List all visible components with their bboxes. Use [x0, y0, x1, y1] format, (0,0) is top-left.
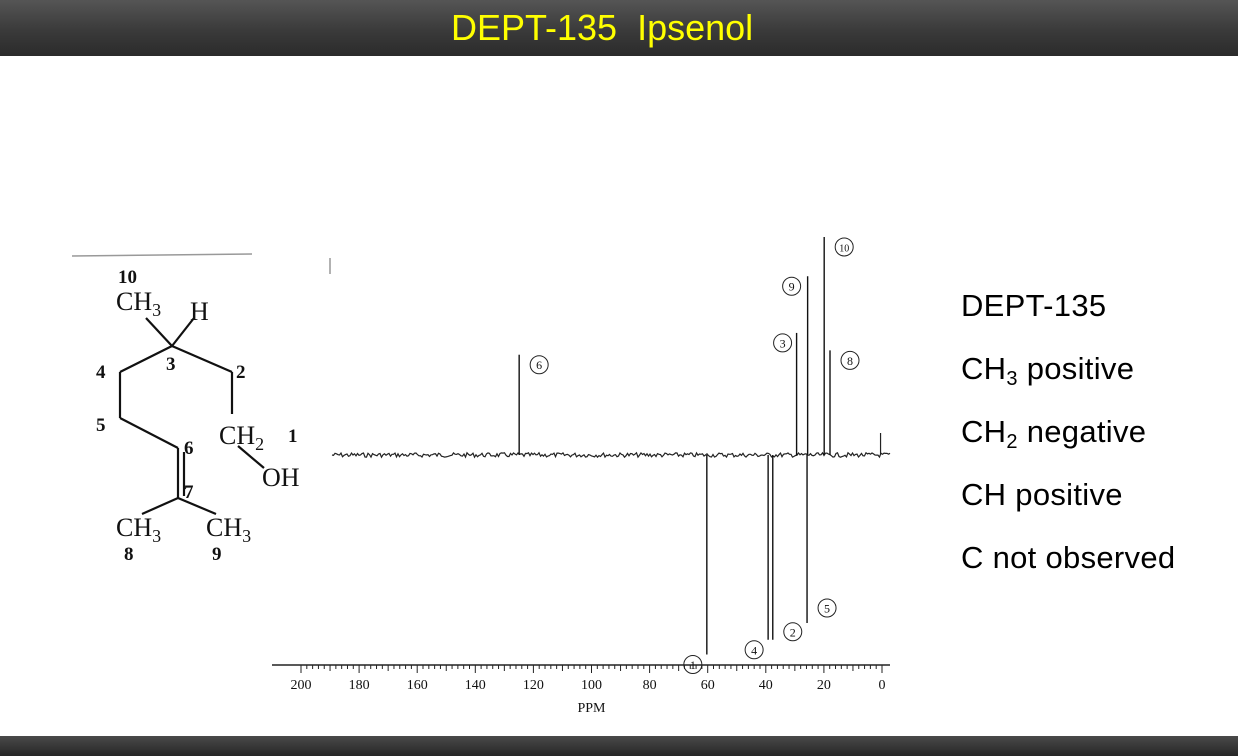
peak-9: [783, 276, 808, 455]
peak-10: [824, 237, 853, 455]
peak-label: 5: [824, 601, 831, 616]
x-tick-label: 80: [642, 678, 657, 693]
ch3-label: $CH_3$: [116, 287, 162, 320]
carbon-number: 6: [184, 438, 194, 459]
peak-2: [773, 455, 802, 641]
x-tick-label: 180: [348, 678, 370, 693]
carbon-number: 7: [184, 482, 194, 503]
note-line: CH positive: [961, 477, 1123, 512]
dept-135-spectrum: [268, 228, 908, 728]
carbon-number: 8: [124, 544, 134, 565]
peak-label: 1: [689, 658, 696, 672]
peak-label: 4: [751, 643, 758, 658]
ch2-label: $CH_2$: [219, 421, 265, 454]
baseline-noise: [332, 453, 890, 457]
scan-edge-line: [72, 254, 252, 256]
page-title: DEPT-135 Ipsenol: [451, 7, 754, 48]
x-tick-label: 100: [581, 678, 602, 693]
peak-label: 9: [788, 279, 795, 294]
peak-6: [519, 355, 548, 455]
ppm-axis: [272, 665, 890, 693]
carbon-number: 2: [236, 362, 246, 383]
carbon-number: 3: [166, 354, 176, 375]
note-line: $CH_2$ negative: [961, 414, 1147, 453]
dept-notes: [961, 286, 1231, 601]
ch3-label: $CH_3$: [116, 513, 162, 546]
x-tick-label: 40: [758, 678, 773, 693]
carbon-number: 4: [96, 362, 106, 383]
peak-8: [830, 350, 859, 455]
carbon-number: 10: [118, 267, 137, 288]
x-tick-label: 160: [406, 678, 428, 693]
ch3-label: $CH_3$: [206, 513, 252, 546]
peak-3: [774, 333, 797, 455]
x-tick-label: 120: [522, 678, 544, 693]
carbon-number: 1: [288, 426, 298, 447]
peak-label: 8: [847, 353, 854, 368]
x-tick-label: 20: [816, 678, 831, 693]
carbon-number: 5: [96, 415, 106, 436]
x-tick-label: 60: [700, 678, 715, 693]
peak-label: 3: [779, 336, 786, 351]
note-line: $CH_3$ positive: [961, 351, 1135, 390]
title-bar: [0, 0, 1238, 56]
peak-label: 6: [536, 358, 543, 373]
peak-5: [807, 455, 836, 623]
notes-heading: DEPT-135: [961, 288, 1107, 323]
x-axis-label: PPM: [577, 701, 606, 716]
oh-label: OH: [262, 463, 300, 492]
x-tick-label: 140: [464, 678, 486, 693]
peak-label: 2: [789, 625, 796, 640]
x-tick-label: 200: [290, 678, 312, 693]
peak-4: [745, 455, 768, 659]
carbon-number: 9: [212, 544, 222, 565]
peak-1: [684, 455, 707, 674]
baseline: [332, 433, 890, 457]
peak-label: 10: [839, 243, 850, 255]
bottom-bar: [0, 736, 1238, 756]
note-line: C not observed: [961, 540, 1176, 575]
h-label: H: [190, 297, 209, 326]
x-tick-label: 0: [878, 678, 886, 693]
